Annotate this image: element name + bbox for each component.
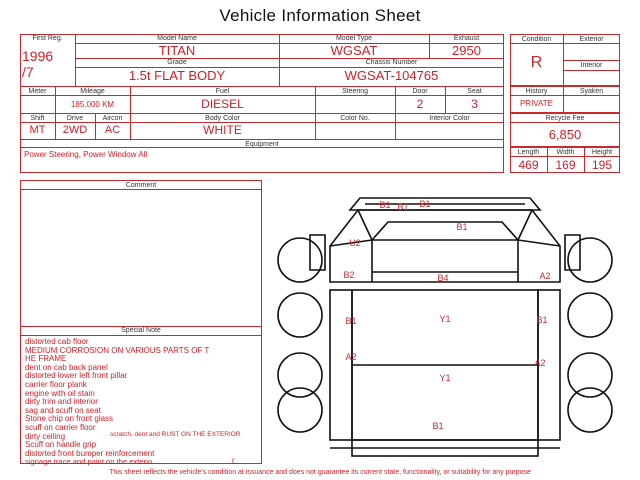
syaken-label: Syaken bbox=[579, 88, 604, 95]
height-value: 195 bbox=[591, 158, 613, 172]
history-value: PRIVATE bbox=[519, 99, 554, 108]
interior-color-label: Interior Color bbox=[429, 115, 470, 122]
shift-value: MT bbox=[29, 124, 46, 136]
first-reg-label: First Reg. bbox=[32, 35, 63, 42]
chassis-number-label: Chassis Number bbox=[365, 59, 418, 66]
mark-front-bumper-right: B1 bbox=[419, 199, 431, 209]
special-note-line: MEDIUM CORROSION ON VARIOUS PARTS OF T bbox=[25, 345, 210, 355]
width-label: Width bbox=[556, 149, 575, 156]
mark-right-bed-front: B1 bbox=[536, 315, 548, 325]
special-note-line: Stone chip on front glass bbox=[25, 414, 114, 424]
truck-damage-diagram bbox=[270, 180, 630, 466]
mark-tailgate: B1 bbox=[432, 421, 444, 431]
special-note-line: distorted cab floor bbox=[25, 337, 89, 346]
fuel-label: Fuel bbox=[215, 88, 230, 95]
steering-label: Steering bbox=[341, 88, 369, 95]
exhaust-value: 2950 bbox=[452, 43, 481, 58]
model-type-value: WGSAT bbox=[330, 43, 378, 58]
recycle-fee-label: Recycle Fee bbox=[545, 115, 585, 122]
special-note-line: carrier floor plank bbox=[25, 380, 87, 389]
length-label: Length bbox=[517, 149, 540, 156]
special-note-line: Scuff on handle grip bbox=[25, 440, 97, 450]
door-value: 2 bbox=[416, 97, 424, 111]
meter-label: Meter bbox=[28, 88, 47, 95]
grade-label: Grade bbox=[167, 59, 187, 66]
mark-bed-floor-rear: Y1 bbox=[439, 373, 451, 383]
mark-left-bed-front: B1 bbox=[345, 316, 357, 326]
body-color-value: WHITE bbox=[203, 123, 242, 137]
length-value: 469 bbox=[518, 158, 539, 172]
mark-front-bumper-left: B1 bbox=[379, 200, 391, 210]
aircon-label: Aircon bbox=[102, 115, 123, 122]
special-note-line: scratch, dent and RUST ON THE EXTERIOR bbox=[110, 431, 241, 438]
condition-grade: R bbox=[530, 54, 543, 71]
drive-value: 2WD bbox=[62, 124, 88, 136]
special-note-line: dent on cab back panel bbox=[25, 362, 108, 372]
special-note-line: dirty trim and interior bbox=[25, 397, 98, 407]
special-note-line: distorted lower left front pillar bbox=[25, 371, 128, 381]
special-note-line: dirty ceiling bbox=[25, 431, 66, 441]
model-type-label: Model Type bbox=[335, 35, 373, 42]
chassis-number-value: WGSAT-104765 bbox=[344, 68, 439, 83]
comment-label: Comment bbox=[125, 182, 157, 189]
shift-label: Shift bbox=[30, 115, 45, 122]
mark-cab-back: B4 bbox=[437, 273, 449, 283]
door-label: Door bbox=[412, 88, 428, 95]
mark-left-bed-rear: A2 bbox=[345, 352, 357, 362]
interior-label: Interior bbox=[580, 62, 603, 69]
special-note-line: engine with oil stain bbox=[25, 388, 95, 398]
mark-right-fender: A2 bbox=[539, 271, 551, 281]
exterior-label: Exterior bbox=[579, 36, 604, 43]
seat-value: 3 bbox=[471, 97, 478, 111]
special-note-line: sag and scuff on seat bbox=[25, 405, 101, 415]
mark-left-front-pillar: U2 bbox=[349, 238, 361, 248]
mark-front-bumper-mid: B1 bbox=[397, 202, 409, 212]
special-note-line: HE FRAME bbox=[25, 354, 67, 364]
mark-bed-floor-front: Y1 bbox=[439, 314, 451, 324]
history-label: History bbox=[525, 88, 548, 95]
color-no-label: Color No. bbox=[340, 115, 370, 122]
special-note-line: signage trace and paint on the exterio bbox=[25, 457, 153, 467]
seat-label: Seat bbox=[467, 88, 482, 95]
drive-label: Drive bbox=[66, 115, 84, 122]
width-value: 169 bbox=[555, 158, 576, 172]
condition-label: Condition bbox=[521, 36, 552, 43]
special-note-label: Special Note bbox=[121, 327, 161, 334]
special-note-line: scuff on carrier floor bbox=[25, 423, 96, 432]
recycle-fee-value: 6,850 bbox=[548, 127, 582, 142]
equipment-label: Equipment bbox=[245, 141, 279, 148]
sheet-title: Vehicle Information Sheet bbox=[219, 6, 421, 25]
mark-right-bed-rear: A2 bbox=[534, 358, 546, 368]
body-color-label: Body Color bbox=[205, 115, 240, 122]
fuel-value: DIESEL bbox=[201, 97, 244, 111]
disclaimer-footer: This sheet reflects the vehicle's condition at issuance and does not guarantee its current state, functionality, or suitability for any purpose bbox=[109, 469, 531, 476]
mileage-value: 185,000 KM bbox=[70, 100, 115, 109]
special-note-line: r bbox=[232, 456, 235, 465]
model-name-value: TITAN bbox=[158, 43, 196, 58]
equipment-value: Power Steering, Power Window All bbox=[24, 150, 148, 159]
height-label: Height bbox=[591, 149, 613, 156]
mark-hood: B1 bbox=[456, 222, 468, 232]
model-name-label: Model Name bbox=[157, 35, 197, 42]
aircon-value: AC bbox=[104, 124, 121, 136]
mileage-label: Mileage bbox=[80, 88, 105, 95]
mark-left-fender: B2 bbox=[343, 270, 355, 280]
first-reg-value: 1996 /7 bbox=[22, 48, 54, 80]
grade-value: 1.5t FLAT BODY bbox=[128, 68, 226, 83]
special-note-line: distorted front bumper reinforcement bbox=[25, 448, 155, 458]
exhaust-label: Exhaust bbox=[453, 35, 480, 42]
